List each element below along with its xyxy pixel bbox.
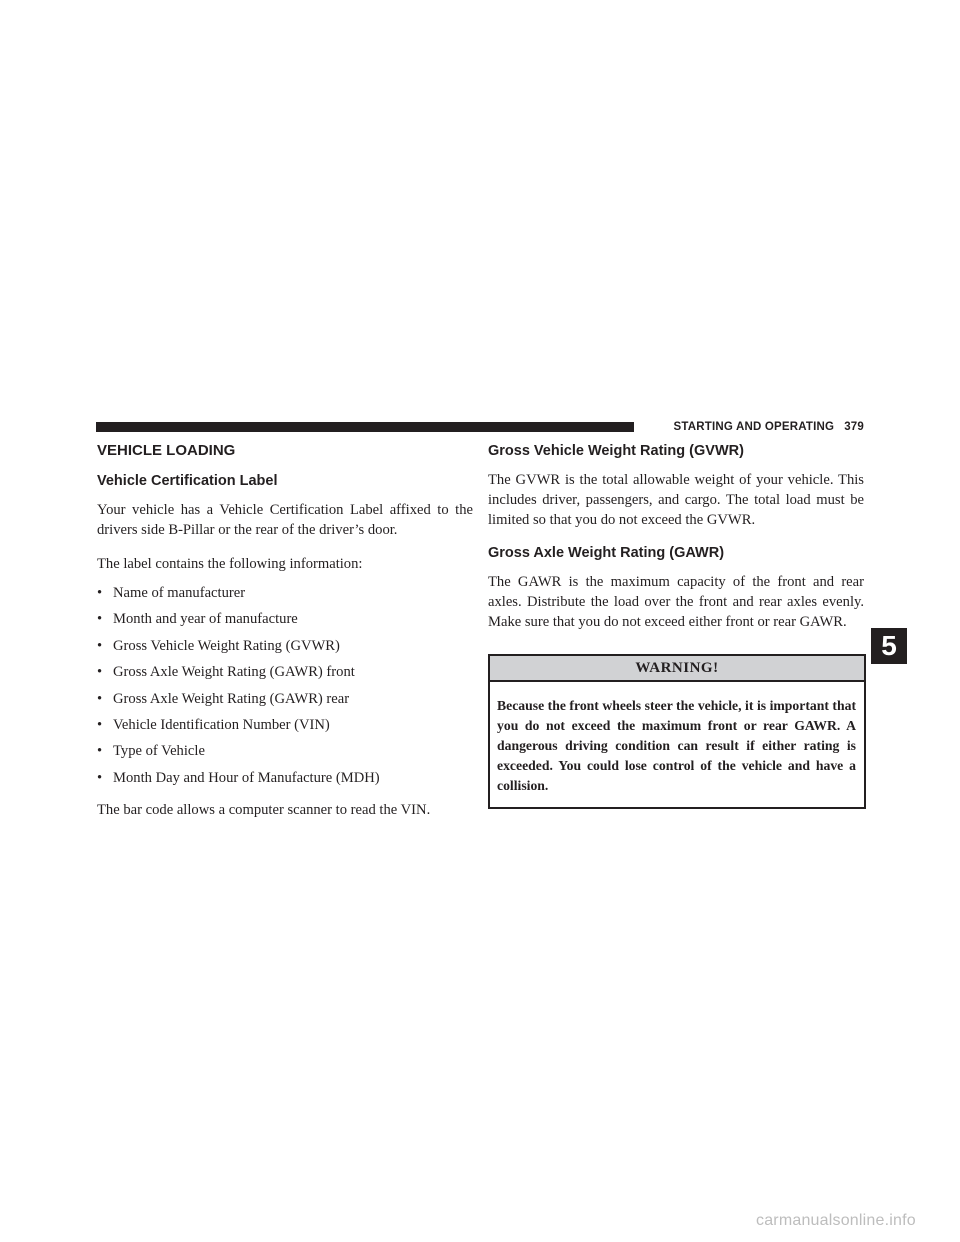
bullet-icon: • — [97, 769, 103, 786]
intro-paragraph: Your vehicle has a Vehicle Certification Label affixed to the drivers side B-Pillar or the rear of the driver’s door. — [97, 502, 473, 538]
list-intro: The label contains the following information: — [97, 556, 363, 572]
list-item: • Vehicle Identification Number (VIN) — [97, 716, 330, 733]
label-info-list — [97, 583, 473, 788]
warning-box — [488, 654, 866, 809]
header-section-title: STARTING AND OPERATING — [673, 421, 835, 433]
bullet-icon: • — [97, 716, 103, 733]
bullet-icon: • — [97, 743, 103, 760]
list-item: • Month Day and Hour of Manufacture (MDH) — [97, 769, 380, 786]
list-item: • Month and year of manufacture — [97, 611, 298, 628]
closing-paragraph: The bar code allows a computer scanner to read the VIN. — [97, 801, 431, 818]
list-item: • Gross Vehicle Weight Rating (GVWR) — [97, 637, 340, 654]
list-item: • Name of manufacturer — [97, 585, 246, 601]
gawr-heading: Gross Axle Weight Rating (GAWR) — [488, 545, 725, 561]
gawr-paragraph: The GAWR is the maximum capacity of the front and rear axles. Distribute the load over the front and rear axles evenly. Make sure that you do not exceed either front or rear GAWR. — [488, 574, 864, 630]
bullet-icon: • — [97, 690, 103, 707]
bullet-icon: • — [97, 585, 103, 601]
left-column — [97, 442, 473, 834]
bullet-icon: • — [97, 637, 103, 654]
gvwr-heading: Gross Vehicle Weight Rating (GVWR) — [488, 443, 744, 459]
list-item: • Gross Axle Weight Rating (GAWR) front — [97, 664, 355, 681]
bullet-icon: • — [97, 664, 103, 681]
header-rule — [96, 422, 634, 432]
list-item: • Type of Vehicle — [97, 743, 205, 760]
right-column — [488, 442, 864, 809]
bullet-icon: • — [97, 611, 103, 628]
chapter-tab: 5 — [871, 628, 907, 664]
list-item: • Gross Axle Weight Rating (GAWR) rear — [97, 690, 350, 707]
warning-text: Because the front wheels steer the vehicle, it is important that you do not exceed the maximum front or rear GAWR. A dangerous driving condition can result if either rating is exceeded. You could lose control of the vehicle and have a collision. — [497, 698, 856, 793]
running-header — [646, 419, 864, 435]
page-number: 379 — [844, 421, 864, 433]
subsection-title: Vehicle Certification Label — [97, 473, 278, 489]
gvwr-paragraph: The GVWR is the total allowable weight of your vehicle. This includes driver, passengers, and cargo. The total load must be limited so that you do not exceed the GVWR. — [488, 472, 864, 528]
section-title: VEHICLE LOADING — [97, 442, 236, 459]
warning-title: WARNING! — [490, 656, 864, 682]
watermark-text: carmanualsonline.info — [756, 1212, 916, 1229]
